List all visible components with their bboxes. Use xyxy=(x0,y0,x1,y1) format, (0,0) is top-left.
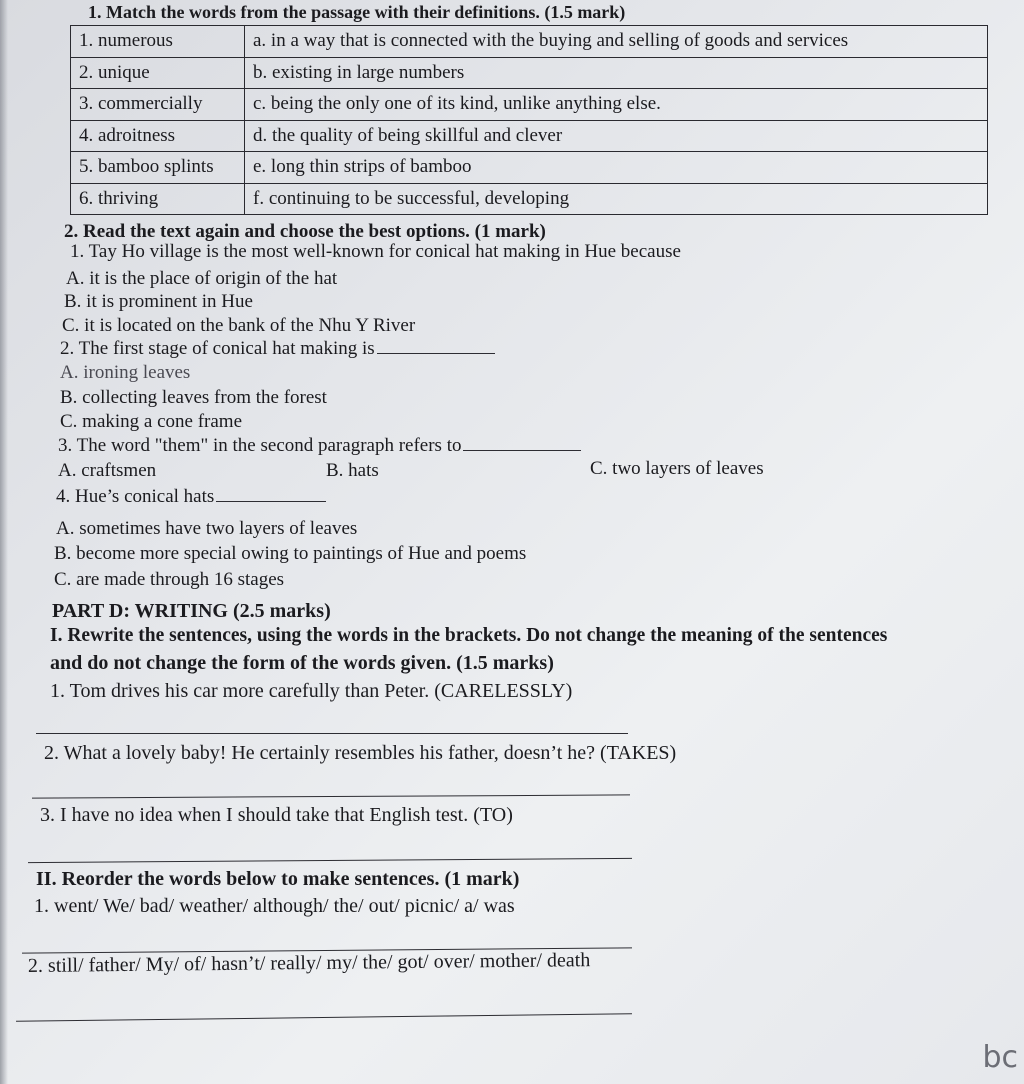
term-cell: 2. unique xyxy=(71,57,245,89)
question-4 xyxy=(56,486,326,508)
q4-option-b: B. become more special owing to paintings of Hue and poems xyxy=(54,543,527,564)
q4-option-a: A. sometimes have two layers of leaves xyxy=(56,518,358,539)
table-row xyxy=(71,152,988,184)
question-2-text: 2. The first stage of conical hat making is xyxy=(60,338,375,359)
definition-cell: b. existing in large numbers xyxy=(245,57,988,89)
table-row xyxy=(71,120,988,152)
rewrite-item-2: 2. What a lovely baby! He certainly resembles his father, doesn’t he? (TAKES) xyxy=(44,742,677,764)
q2-option-c: C. making a cone frame xyxy=(60,411,243,432)
q3-option-c: C. two layers of leaves xyxy=(590,458,764,479)
question-1: 1. Tay Ho village is the most well-known for conical hat making in Hue because xyxy=(70,241,681,262)
reorder-item-1: 1. went/ We/ bad/ weather/ although/ the/ out/ picnic/ a/ was xyxy=(34,895,515,917)
page-edge-shadow xyxy=(0,0,8,1084)
answer-blank[interactable] xyxy=(377,340,495,354)
answer-blank[interactable] xyxy=(463,437,581,451)
table-row xyxy=(71,57,988,89)
reorder-item-2: 2. still/ father/ My/ of/ hasn’t/ really/ my/ the/ got/ over/ mother/ death xyxy=(27,949,591,977)
q4-option-c: C. are made through 16 stages xyxy=(54,569,285,590)
definition-cell: c. being the only one of its kind, unlike anything else. xyxy=(245,89,988,121)
q3-option-a: A. craftsmen xyxy=(58,460,157,481)
question-3-text: 3. The word "them" in the second paragraph refers to xyxy=(58,435,462,456)
table-row xyxy=(71,183,988,215)
term-cell: 1. numerous xyxy=(71,26,245,58)
matching-table xyxy=(70,25,988,215)
question-3 xyxy=(58,435,581,457)
answer-line[interactable] xyxy=(36,733,628,734)
part-d-heading: PART D: WRITING (2.5 marks) xyxy=(52,600,331,622)
answer-line[interactable] xyxy=(28,858,632,863)
q2-option-a: A. ironing leaves xyxy=(60,362,191,383)
table-row xyxy=(71,26,988,58)
match-heading: 1. Match the words from the passage with their definitions. (1.5 mark) xyxy=(88,2,626,22)
q3-option-b: B. hats xyxy=(326,460,379,481)
q1-option-a: A. it is the place of origin of the hat xyxy=(66,268,338,289)
q1-option-c: C. it is located on the bank of the Nhu Y River xyxy=(62,315,416,336)
table-row xyxy=(71,89,988,121)
term-cell: 5. bamboo splints xyxy=(71,152,245,184)
definition-cell: e. long thin strips of bamboo xyxy=(245,152,988,184)
rewrite-item-3: 3. I have no idea when I should take that English test. (TO) xyxy=(40,804,513,826)
reorder-heading: II. Reorder the words below to make sentences. (1 mark) xyxy=(36,868,520,890)
answer-line[interactable] xyxy=(16,1013,632,1022)
q2-option-b: B. collecting leaves from the forest xyxy=(60,387,327,408)
rewrite-heading-line1: I. Rewrite the sentences, using the words in the brackets. Do not change the meaning of the sentences xyxy=(50,625,888,646)
rewrite-heading-line2: and do not change the form of the words given. (1.5 marks) xyxy=(50,652,554,674)
definition-cell: d. the quality of being skillful and clever xyxy=(245,120,988,152)
definition-cell: a. in a way that is connected with the buying and selling of goods and services xyxy=(245,26,988,58)
question-2 xyxy=(60,338,495,360)
term-cell: 4. adroitness xyxy=(71,120,245,152)
answer-line[interactable] xyxy=(32,794,630,798)
read-heading: 2. Read the text again and choose the best options. (1 mark) xyxy=(64,221,546,242)
answer-blank[interactable] xyxy=(216,488,326,502)
rewrite-item-1: 1. Tom drives his car more carefully than Peter. (CARELESSLY) xyxy=(50,680,573,702)
definition-cell: f. continuing to be successful, developing xyxy=(245,183,988,215)
q1-option-b: B. it is prominent in Hue xyxy=(64,291,253,312)
term-cell: 3. commercially xyxy=(71,89,245,121)
corner-handwriting: bc xyxy=(982,1040,1018,1075)
question-4-text: 4. Hue’s conical hats xyxy=(56,486,215,507)
term-cell: 6. thriving xyxy=(71,183,245,215)
